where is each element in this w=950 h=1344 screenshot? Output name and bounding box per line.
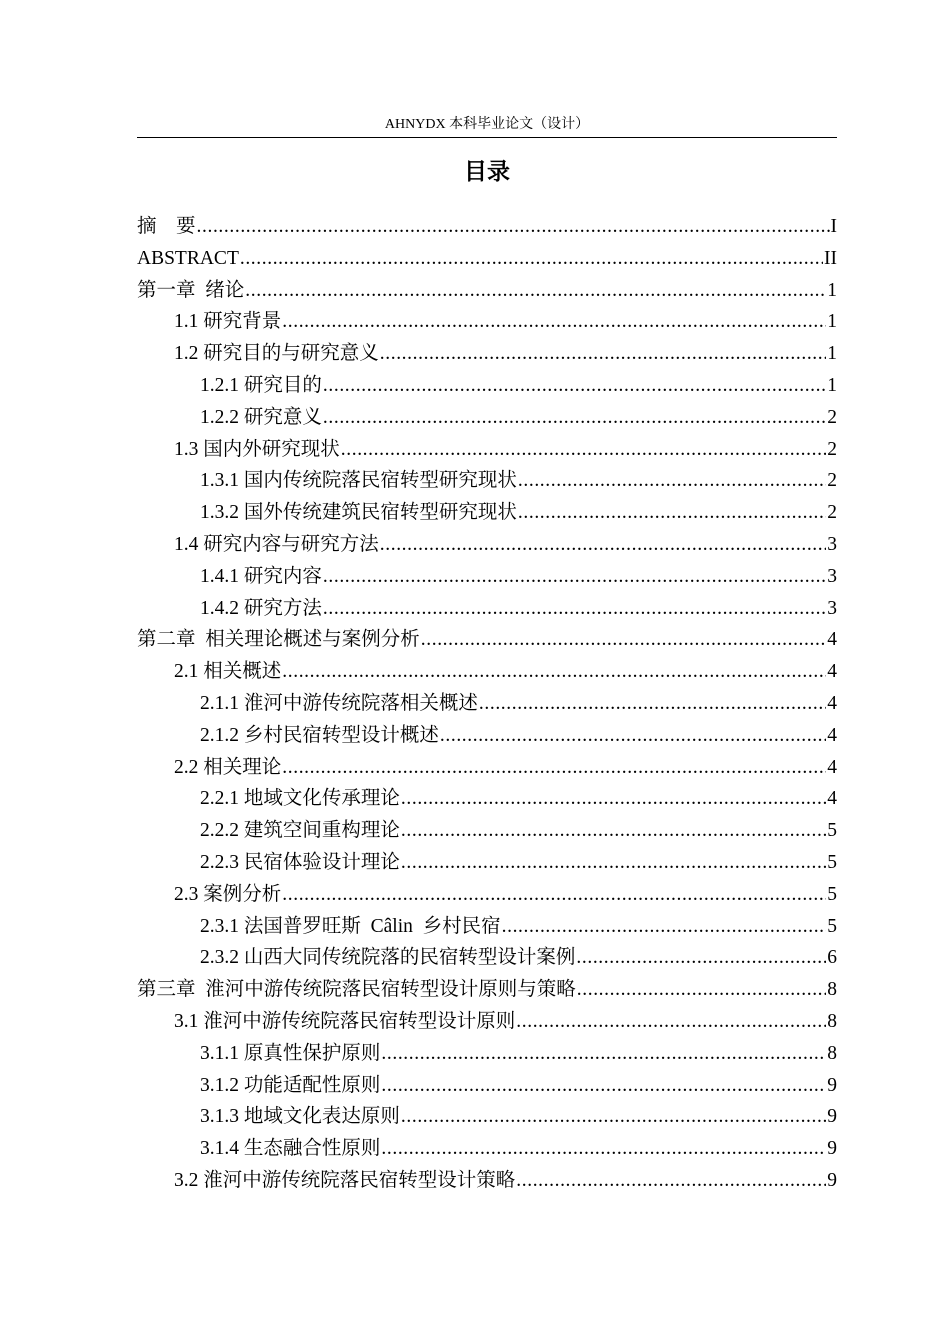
- toc-entry-title: 第一章 绪论: [137, 279, 245, 301]
- toc-entry[interactable]: [137, 1133, 837, 1165]
- table-of-contents: [137, 211, 837, 1197]
- toc-entry-page-number: 9: [827, 1169, 837, 1191]
- toc-entry[interactable]: [137, 656, 837, 688]
- toc-entry-title: 1.2.2 研究意义: [200, 406, 322, 428]
- toc-entry-title: 2.2.1 地域文化传承理论: [200, 788, 400, 810]
- toc-dot-leader: [576, 942, 826, 974]
- toc-entry-title: ABSTRACT: [137, 247, 239, 269]
- toc-entry[interactable]: [137, 974, 837, 1006]
- toc-entry[interactable]: [137, 783, 837, 815]
- toc-dot-leader: [282, 656, 826, 688]
- toc-dot-leader: [502, 911, 827, 943]
- toc-dot-leader: [323, 593, 826, 625]
- toc-entry[interactable]: [137, 752, 837, 784]
- toc-dot-leader: [516, 1006, 826, 1038]
- toc-entry-page-number: 1: [827, 311, 837, 333]
- toc-entry-title: 2.1.2 乡村民宿转型设计概述: [200, 724, 439, 746]
- toc-entry-title: 第二章 相关理论概述与案例分析: [137, 629, 420, 651]
- toc-entry-page-number: 5: [827, 915, 837, 937]
- toc-entry-title: 1.1 研究背景: [174, 311, 282, 333]
- toc-entry-page-number: 8: [827, 1010, 837, 1032]
- toc-entry-title: 2.2 相关理论: [174, 756, 282, 778]
- toc-dot-leader: [341, 434, 826, 466]
- toc-entry-page-number: 9: [827, 1138, 837, 1160]
- toc-entry-page-number: 8: [827, 1042, 837, 1064]
- toc-entry-page-number: 6: [827, 947, 837, 969]
- toc-entry-title: 1.3 国内外研究现状: [174, 438, 340, 460]
- toc-entry-title: 3.1.1 原真性保护原则: [200, 1042, 381, 1064]
- toc-entry[interactable]: [137, 1101, 837, 1133]
- toc-entry-title: 摘 要: [137, 216, 196, 237]
- toc-entry-title: 1.3.1 国内传统院落民宿转型研究现状: [200, 470, 517, 492]
- toc-entry[interactable]: [137, 1038, 837, 1070]
- toc-dot-leader: [577, 974, 826, 1006]
- toc-entry-page-number: 5: [827, 820, 837, 842]
- toc-entry[interactable]: [137, 942, 837, 974]
- toc-entry[interactable]: [137, 688, 837, 720]
- toc-dot-leader: [323, 561, 826, 593]
- toc-entry-title: 1.4.1 研究内容: [200, 565, 322, 587]
- toc-entry[interactable]: [137, 624, 837, 656]
- toc-dot-leader: [421, 624, 826, 656]
- toc-entry-page-number: 1: [827, 374, 837, 396]
- toc-entry-title: 3.1 淮河中游传统院落民宿转型设计原则: [174, 1010, 516, 1032]
- toc-dot-leader: [282, 752, 826, 784]
- toc-entry-page-number: 4: [827, 756, 837, 778]
- toc-entry-title: 3.1.4 生态融合性原则: [200, 1138, 381, 1160]
- toc-dot-leader: [323, 402, 826, 434]
- toc-entry-title: 2.3 案例分析: [174, 883, 282, 905]
- toc-entry-title: 2.2.3 民宿体验设计理论: [200, 851, 400, 873]
- toc-entry-page-number: II: [824, 247, 837, 269]
- toc-dot-leader: [440, 720, 826, 752]
- toc-entry[interactable]: [137, 911, 837, 943]
- toc-entry[interactable]: [137, 1070, 837, 1102]
- toc-entry[interactable]: [137, 211, 837, 243]
- toc-entry-page-number: 5: [827, 851, 837, 873]
- toc-entry-title: 1.4 研究内容与研究方法: [174, 533, 379, 555]
- toc-dot-leader: [240, 243, 823, 275]
- toc-entry-page-number: 2: [827, 470, 837, 492]
- toc-entry[interactable]: [137, 879, 837, 911]
- page-header: AHNYDX 本科毕业论文（设计）: [384, 117, 590, 132]
- toc-entry-title: 第三章 淮河中游传统院落民宿转型设计原则与策略: [137, 979, 576, 1001]
- toc-dot-leader: [401, 783, 826, 815]
- toc-dot-leader: [381, 1070, 826, 1102]
- toc-dot-leader: [323, 370, 826, 402]
- toc-dot-leader: [381, 1133, 826, 1165]
- toc-entry-title: 3.1.3 地域文化表达原则: [200, 1106, 400, 1128]
- toc-entry-page-number: 1: [827, 343, 837, 365]
- toc-dot-leader: [518, 465, 826, 497]
- toc-entry-page-number: 8: [827, 979, 837, 1001]
- toc-entry-page-number: 9: [827, 1074, 837, 1096]
- toc-entry[interactable]: [137, 1165, 837, 1197]
- toc-entry-page-number: I: [830, 216, 837, 237]
- toc-entry-title: 1.4.2 研究方法: [200, 597, 322, 619]
- toc-entry-title: 1.3.2 国外传统建筑民宿转型研究现状: [200, 502, 517, 524]
- toc-dot-leader: [282, 306, 826, 338]
- toc-entry-page-number: 4: [827, 724, 837, 746]
- toc-dot-leader: [479, 688, 826, 720]
- toc-entry-page-number: 2: [827, 502, 837, 524]
- toc-entry[interactable]: [137, 847, 837, 879]
- toc-entry-title: 3.2 淮河中游传统院落民宿转型设计策略: [174, 1169, 516, 1191]
- toc-dot-leader: [518, 497, 826, 529]
- toc-entry-page-number: 9: [827, 1106, 837, 1128]
- toc-entry[interactable]: [137, 593, 837, 625]
- toc-entry-page-number: 4: [827, 692, 837, 714]
- toc-entry-page-number: 2: [827, 438, 837, 460]
- toc-entry-page-number: 3: [827, 565, 837, 587]
- toc-entry[interactable]: [137, 815, 837, 847]
- toc-entry[interactable]: [137, 434, 837, 466]
- toc-entry-page-number: 3: [827, 533, 837, 555]
- toc-entry[interactable]: [137, 1006, 837, 1038]
- toc-dot-leader: [401, 815, 826, 847]
- toc-dot-leader: [282, 879, 826, 911]
- toc-entry-page-number: 5: [827, 883, 837, 905]
- toc-entry[interactable]: [137, 497, 837, 529]
- toc-dot-leader: [381, 1038, 826, 1070]
- toc-dot-leader: [245, 275, 826, 307]
- toc-entry-page-number: 2: [827, 406, 837, 428]
- toc-entry[interactable]: [137, 306, 837, 338]
- toc-entry-page-number: 1: [827, 279, 837, 301]
- toc-entry-page-number: 4: [827, 629, 837, 651]
- header-divider: [137, 137, 837, 138]
- toc-entry[interactable]: [137, 243, 837, 275]
- toc-dot-leader: [380, 338, 826, 370]
- toc-entry[interactable]: [137, 465, 837, 497]
- toc-entry-title: 2.3.1 法国普罗旺斯 Câlin 乡村民宿: [200, 915, 501, 937]
- toc-entry[interactable]: [137, 529, 837, 561]
- toc-entry-title: 2.3.2 山西大同传统院落的民宿转型设计案例: [200, 947, 576, 969]
- toc-entry-page-number: 4: [827, 788, 837, 810]
- page-title: 目录: [464, 159, 510, 185]
- toc-entry-title: 3.1.2 功能适配性原则: [200, 1074, 381, 1096]
- toc-dot-leader: [197, 211, 830, 243]
- toc-entry-title: 1.2.1 研究目的: [200, 374, 322, 396]
- toc-entry[interactable]: [137, 338, 837, 370]
- toc-entry-title: 1.2 研究目的与研究意义: [174, 343, 379, 365]
- toc-entry[interactable]: [137, 561, 837, 593]
- toc-entry-title: 2.1.1 淮河中游传统院落相关概述: [200, 692, 478, 714]
- toc-entry-page-number: 3: [827, 597, 837, 619]
- toc-dot-leader: [516, 1165, 826, 1197]
- toc-entry[interactable]: [137, 370, 837, 402]
- toc-entry[interactable]: [137, 402, 837, 434]
- toc-dot-leader: [401, 1101, 826, 1133]
- toc-entry-page-number: 4: [827, 661, 837, 683]
- toc-entry[interactable]: [137, 720, 837, 752]
- toc-dot-leader: [380, 529, 826, 561]
- toc-entry-title: 2.2.2 建筑空间重构理论: [200, 820, 400, 842]
- toc-dot-leader: [401, 847, 826, 879]
- toc-entry[interactable]: [137, 275, 837, 307]
- toc-entry-title: 2.1 相关概述: [174, 661, 282, 683]
